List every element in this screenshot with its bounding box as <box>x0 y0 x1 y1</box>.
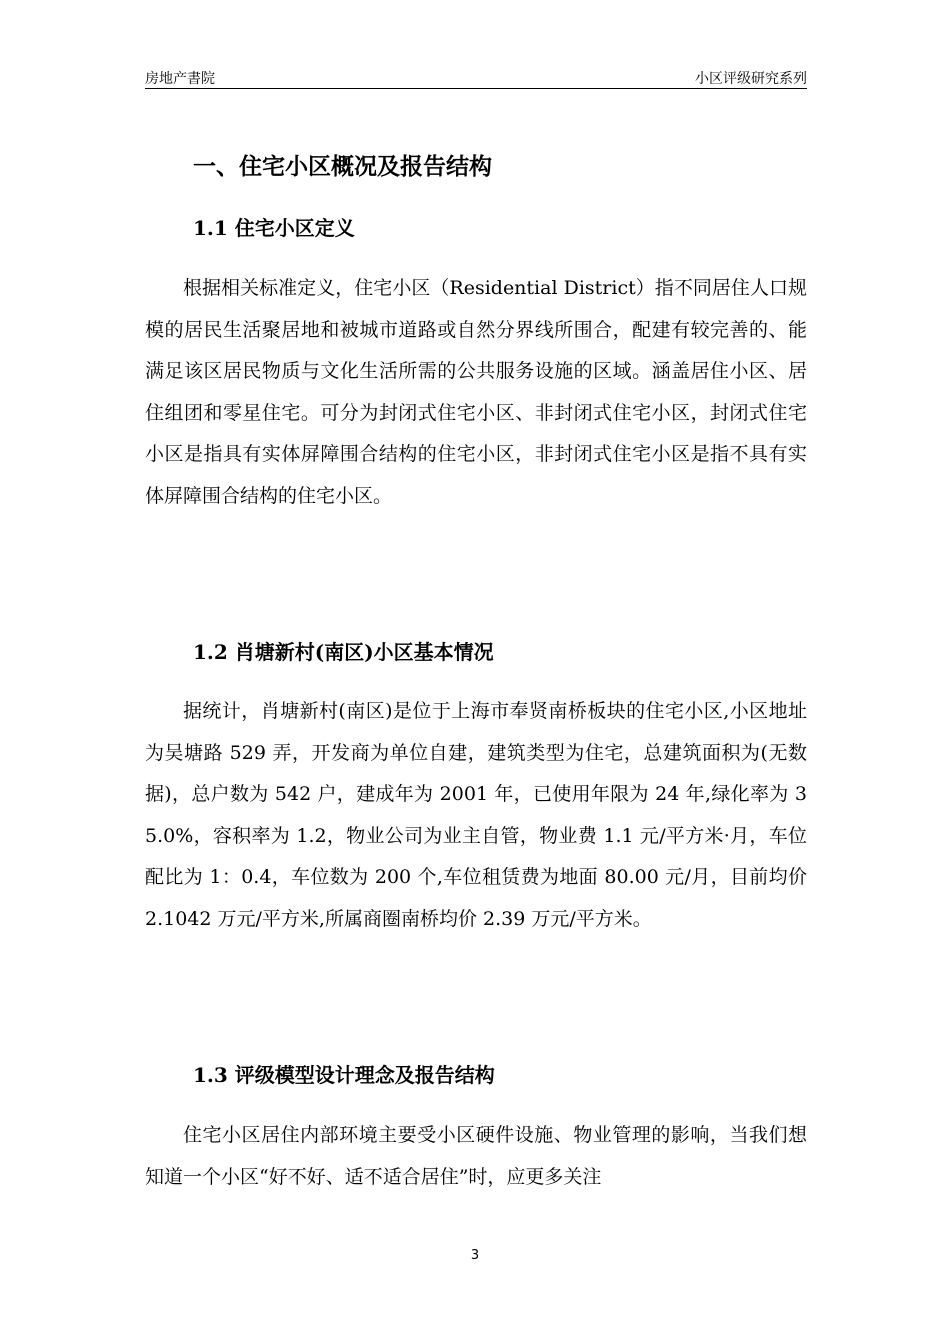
page-number: 3 <box>470 1248 480 1263</box>
page-header <box>145 66 807 89</box>
section-heading-1-3: 1.3 评级模型设计理念及报告结构 <box>193 1063 495 1087</box>
header-publisher: 房地产書院 <box>145 71 215 87</box>
chapter-title: 一、住宅小区概况及报告结构 <box>193 153 492 180</box>
section-paragraph-1-2: 据统计，肖塘新村(南区)是位于上海市奉贤南桥板块的住宅小区,小区地址为吴塘路 529 弄，开发商为单位自建，建筑类型为住宅，总建筑面积为(无数据)，总户数为 542 户，建成年为 2001 年，已使用年限为 24 年,绿化率为 35.0%，容积率为 1.2，物业公司为业主自管，物业费 1.1 元/平方米·月，车位配比为 1：0.4，车位数为 200 个,车位租赁费为地面 80.00 元/月，目前均价 2.1042 万元/平方米,所属商圈南桥均价 2.39 万元/平方米。 <box>145 700 807 930</box>
section-heading-1-2: 1.2 肖塘新村(南区)小区基本情况 <box>193 640 494 664</box>
section-heading-1-1: 1.1 住宅小区定义 <box>193 216 355 240</box>
header-series-title: 小区评级研究系列 <box>695 71 807 87</box>
section-paragraph-1-1: 根据相关标准定义，住宅小区（Residential District）指不同居住人口规模的居民生活聚居地和被城市道路或自然分界线所围合，配建有较完善的、能满足该区居民物质与文化生活所需的公共服务设施的区域。涵盖居住小区、居住组团和零星住宅。可分为封闭式住宅小区、非封闭式住宅小区，封闭式住宅小区是指具有实体屏障围合结构的住宅小区，非封闭式住宅小区是指不具有实体屏障围合结构的住宅小区。 <box>145 277 807 507</box>
section-paragraph-1-3: 住宅小区居住内部环境主要受小区硬件设施、物业管理的影响，当我们想知道一个小区“好不好、适不适合居住”时，应更多关注 <box>145 1124 807 1188</box>
